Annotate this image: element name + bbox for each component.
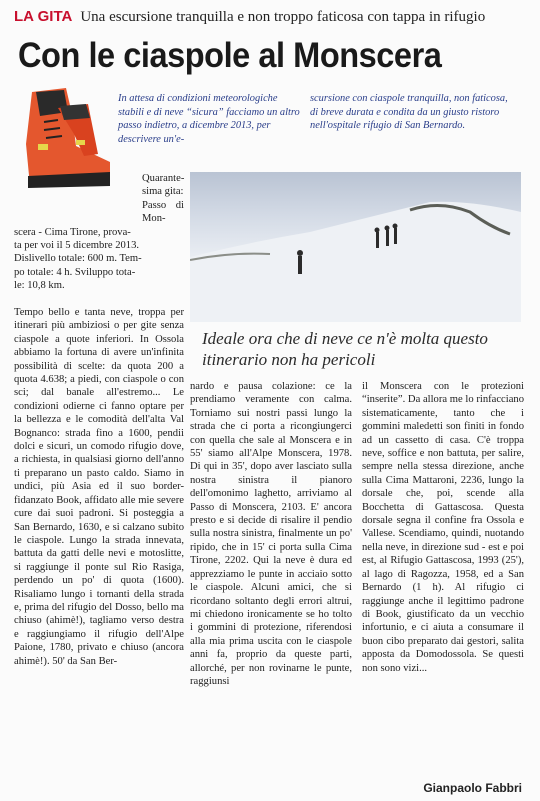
col1-line: Passo di Mon-	[142, 199, 184, 225]
column-1-body: Tempo bello e tanta neve, troppa per itinerari più ambiziosi o per gite senza ciaspole a quote inferiori. In Ossola abbiamo la fortuna di avere un'infinita possibilità di scelte: da quota 200 a quota 4.638; a piedi, con ciaspole o con sci; dal banale all'estremo... Le condizioni odierne ci fanno optare per la bellezza e le comodità dell'alta Val Bognanco: strada fino a 1600, pendii dolci e sicuri, un comodo rifugio dove, a richiesta, in qualsiasi giorno dell'anno ti preparano un pasto caldo. Siamo in undici, più Asia ed il suo border-fidanzato Book, affidato alle mie severe cure dai suoi padroni. Si posteggia a San Bernardo, 1630, e si calzano subito le ciaspole. Lungo la strada innevata, battuta da gatti delle nevi e motoslitte, si raggiunge il ponte sul Rio Rasiga, perdendo un po' di quota (1600). Risaliamo lungo i tornanti della strada e, prima del rifugio del Dosso, bello ma chiuso (ahimè!), tagliamo verso destra e raggiungiamo il rifugio dell'Alpe Paione, 1780, privato e chiuso (ancora ahimè!). 50' da San Ber-	[14, 307, 184, 667]
col1-line: le: 10,8 km.	[14, 280, 65, 292]
col1-line: scera - Cima Tirone, prova-	[14, 226, 131, 238]
kicker-subtitle: Una escursione tranquilla e non troppo faticosa con tappa in rifugio	[80, 9, 486, 25]
intro-left: In attesa di condizioni meteorologiche stabili e di neve “sicura” facciamo un altro passo indietro, a dicembre 2013, per descrivere un'e-	[118, 93, 300, 145]
kicker-row	[14, 8, 532, 30]
mountain-photo-icon	[190, 172, 521, 322]
column-3: il Monscera con le protezioni “inserite”. Da allora me lo rinfacciano sistematicamente, tanto che i gommini maledetti son finiti in fondo ad un cassetto di casa. C'è troppa neve, soffice e non battuta, per salire, sempre nella stessa direzione, anche sulla Cima Mattaroni, 2236, lungo la dorsale che, poi, scende alla Bocchetta di Gattascosa. Questa dorsale segna il confine fra Ossola e Vallese. Scendiamo, quindi, nuotando nella neve, in direzione sud - est e poi est, al Rifugio Gattascosa, 1993 (25'), al lago di Ragozza, 1958, ed a San Bernardo (1 h). Al rifugio ci raggiunge anche il legittimo padrone di Book, giustificato da un vecchio infortunio, e ci aiuta a consumare il buon cibo preparato dai gestori, salita apposta da Domodossola. Se questi non sono vizi...	[362, 381, 524, 674]
article-headline: Con le ciaspole al Monscera	[18, 36, 442, 75]
col1-line: Quarante-	[142, 173, 185, 184]
col1-line: ta per voi il 5 dicembre 2013.	[14, 240, 140, 252]
snow-hike-photo	[190, 172, 521, 322]
col1-line: Dislivello totale: 600 m. Tem-	[14, 253, 142, 265]
author-byline: Gianpaolo Fabbri	[423, 781, 522, 795]
col1-line: po totale: 4 h. Sviluppo tota-	[14, 266, 136, 278]
col1-line: sima gita:	[142, 186, 184, 198]
photo-caption: Ideale ora che di neve ce n'è molta questo itinerario non ha pericoli	[202, 329, 488, 369]
column-2: nardo e pausa colazione: ce la prendiamo veramente con calma. Torniamo sui nostri passi lungo la strada che ci porta a ricongiungerci con quella che sale al Monscera e in 55' siamo all'Alpe Monscera, 1978. Di qui in 35', dopo aver lasciato sulla nostra sinistra il pianoro dell'omonimo laghetto, arriviamo al Passo di Monscera, 2103. E' ancora presto e si decide di risalire il pendio sulla nostra sinistra, finalmente un po' ripido, che in 15' ci porta sulla Cima Tirone, 2202. Qui la neve è dura ed apprezziamo le punte in acciaio sotto le ciaspole. Alcuni amici, che si ricordano soltanto degli errori altrui, mi chiedono ironicamente se ho tolto i gommini di protezione, riferendosi alla mia prima uscita con le ciaspole anni fa, proprio da queste parti, allorché, per non rovinarne le punte, raggiunsi	[190, 381, 352, 687]
intro-right: scursione con ciaspole tranquilla, non faticosa, di breve durata e condita da un giusto ristoro nell'ospitale rifugio di San Bernardo.	[310, 93, 508, 131]
section-kicker: LA GITA	[14, 8, 73, 25]
column-1-top	[14, 172, 184, 293]
